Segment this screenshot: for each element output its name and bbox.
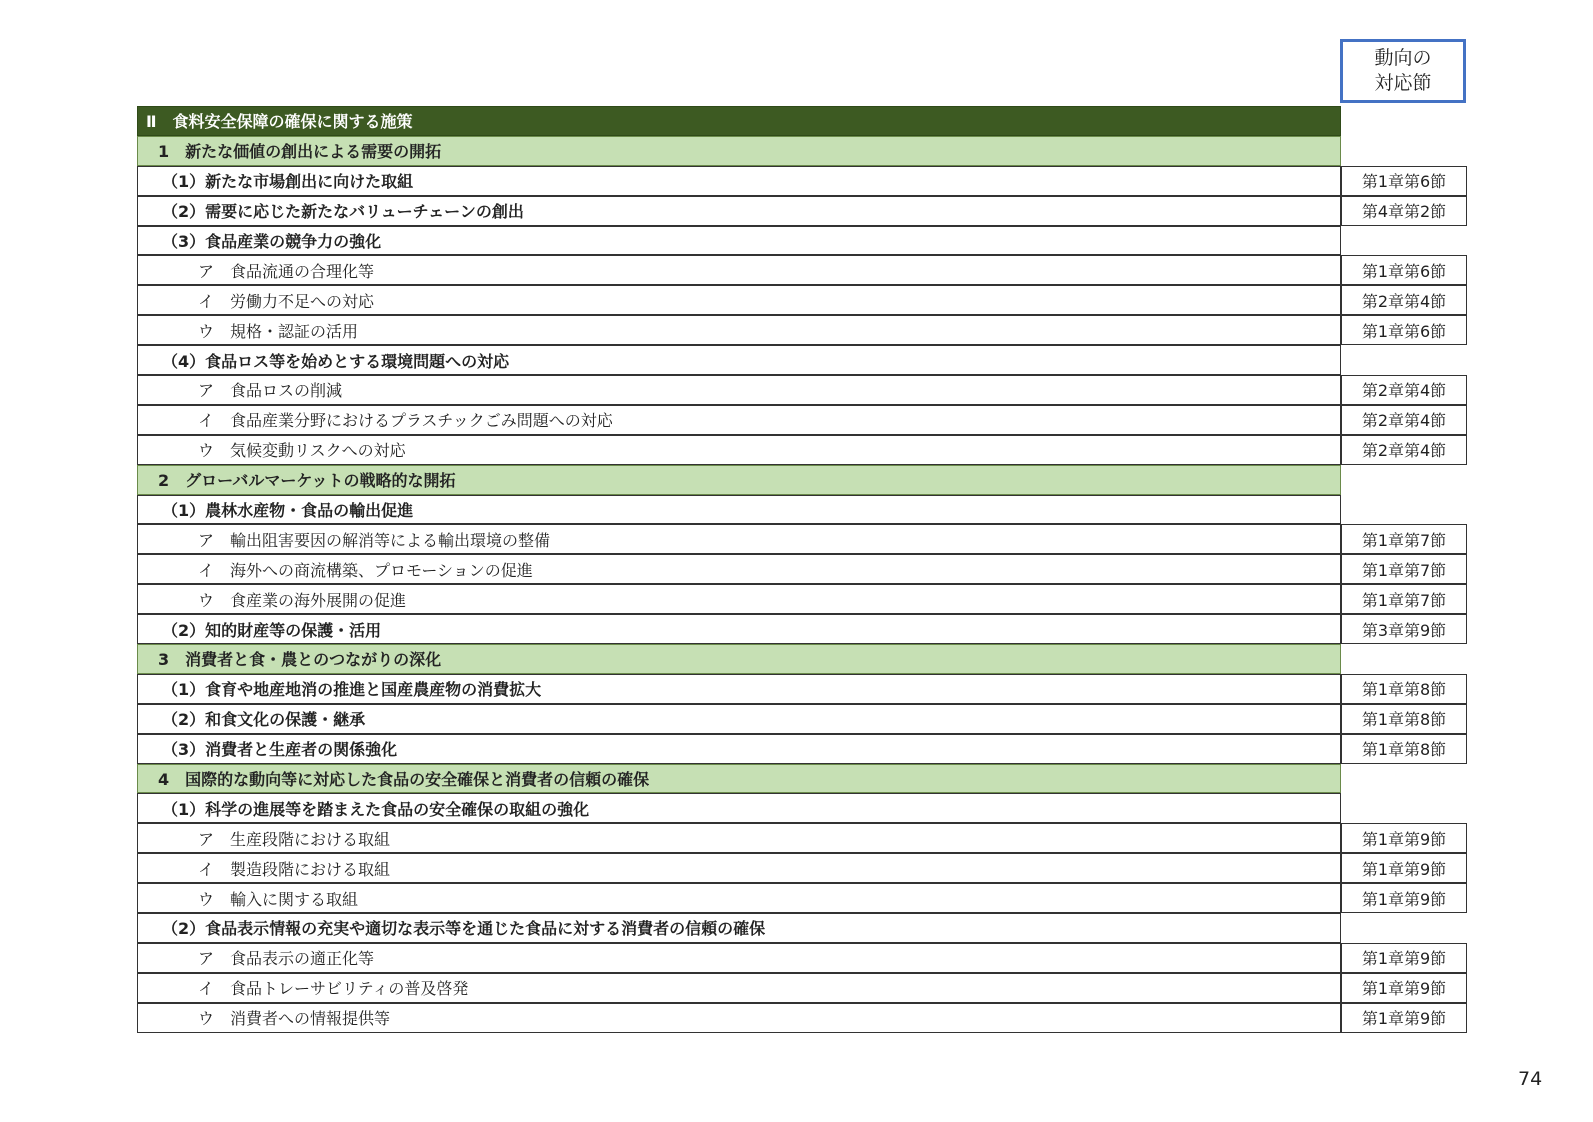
item-row bbox=[137, 973, 1467, 1003]
policy-item-text: ウ 規格・認証の活用 bbox=[137, 315, 1341, 345]
chapter-section-reference: 第4章第2節 bbox=[1341, 196, 1467, 226]
chapter-section-reference: 第3章第9節 bbox=[1341, 614, 1467, 644]
chapter-section-reference: 第2章第4節 bbox=[1341, 285, 1467, 315]
chapter-section-reference bbox=[1341, 136, 1467, 166]
policy-item-text: （1）農林水産物・食品の輸出促進 bbox=[137, 495, 1341, 525]
section-heading-row bbox=[137, 106, 1467, 136]
chapter-section-reference: 第1章第8節 bbox=[1341, 734, 1467, 764]
policy-item-text: （2）需要に応じた新たなバリューチェーンの創出 bbox=[137, 196, 1341, 226]
policy-item-text: 1 新たな価値の創出による需要の開拓 bbox=[137, 136, 1341, 166]
chapter-section-reference: 第1章第8節 bbox=[1341, 704, 1467, 734]
chapter-section-reference: 第1章第6節 bbox=[1341, 315, 1467, 345]
chapter-section-reference bbox=[1341, 793, 1467, 823]
item-row bbox=[137, 853, 1467, 883]
item-row bbox=[137, 554, 1467, 584]
subcategory-row bbox=[137, 704, 1467, 734]
policy-item-text: 3 消費者と食・農とのつながりの深化 bbox=[137, 644, 1341, 674]
chapter-section-reference bbox=[1341, 495, 1467, 525]
item-row bbox=[137, 823, 1467, 853]
chapter-section-reference: 第1章第9節 bbox=[1341, 1003, 1467, 1033]
item-row bbox=[137, 1003, 1467, 1033]
subcategory-row bbox=[137, 495, 1467, 525]
chapter-section-reference: 第1章第7節 bbox=[1341, 524, 1467, 554]
subcategory-row bbox=[137, 345, 1467, 375]
chapter-section-reference: 第1章第7節 bbox=[1341, 554, 1467, 584]
item-row bbox=[137, 255, 1467, 285]
chapter-section-reference bbox=[1341, 913, 1467, 943]
policy-item-text: ア 食品流通の合理化等 bbox=[137, 255, 1341, 285]
policy-table bbox=[137, 106, 1467, 1033]
policy-item-text: （1）食育や地産地消の推進と国産農産物の消費拡大 bbox=[137, 674, 1341, 704]
header-box-line1: 動向の bbox=[1374, 47, 1432, 69]
policy-item-text: ア 食品ロスの削減 bbox=[137, 375, 1341, 405]
policy-item-text: （2）知的財産等の保護・活用 bbox=[137, 614, 1341, 644]
policy-item-text: （4）食品ロス等を始めとする環境問題への対応 bbox=[137, 345, 1341, 375]
policy-item-text: イ 食品産業分野におけるプラスチックごみ問題への対応 bbox=[137, 405, 1341, 435]
chapter-section-reference: 第2章第4節 bbox=[1341, 435, 1467, 465]
item-row bbox=[137, 584, 1467, 614]
section-reference-header-box bbox=[1340, 39, 1466, 103]
category-row bbox=[137, 644, 1467, 674]
chapter-section-reference: 第1章第6節 bbox=[1341, 166, 1467, 196]
subcategory-row bbox=[137, 674, 1467, 704]
chapter-section-reference bbox=[1341, 226, 1467, 256]
category-row bbox=[137, 764, 1467, 794]
category-row bbox=[137, 465, 1467, 495]
policy-item-text: イ 食品トレーサビリティの普及啓発 bbox=[137, 973, 1341, 1003]
subcategory-row bbox=[137, 913, 1467, 943]
policy-item-text: イ 労働力不足への対応 bbox=[137, 285, 1341, 315]
item-row bbox=[137, 285, 1467, 315]
policy-item-text: （2）食品表示情報の充実や適切な表示等を通じた食品に対する消費者の信頼の確保 bbox=[137, 913, 1341, 943]
policy-item-text: ウ 食産業の海外展開の促進 bbox=[137, 584, 1341, 614]
item-row bbox=[137, 883, 1467, 913]
subcategory-row bbox=[137, 166, 1467, 196]
policy-item-text: ウ 輸入に関する取組 bbox=[137, 883, 1341, 913]
category-row bbox=[137, 136, 1467, 166]
policy-item-text: （2）和食文化の保護・継承 bbox=[137, 704, 1341, 734]
chapter-section-reference: 第1章第9節 bbox=[1341, 973, 1467, 1003]
item-row bbox=[137, 943, 1467, 973]
policy-item-text: （3）食品産業の競争力の強化 bbox=[137, 226, 1341, 256]
item-row bbox=[137, 375, 1467, 405]
chapter-section-reference: 第1章第9節 bbox=[1341, 853, 1467, 883]
subcategory-row bbox=[137, 793, 1467, 823]
chapter-section-reference bbox=[1341, 106, 1467, 136]
chapter-section-reference: 第2章第4節 bbox=[1341, 375, 1467, 405]
policy-item-text: （3）消費者と生産者の関係強化 bbox=[137, 734, 1341, 764]
policy-item-text: （1）科学の進展等を踏まえた食品の安全確保の取組の強化 bbox=[137, 793, 1341, 823]
policy-item-text: ア 食品表示の適正化等 bbox=[137, 943, 1341, 973]
chapter-section-reference: 第1章第8節 bbox=[1341, 674, 1467, 704]
subcategory-row bbox=[137, 734, 1467, 764]
subcategory-row bbox=[137, 226, 1467, 256]
chapter-section-reference bbox=[1341, 764, 1467, 794]
item-row bbox=[137, 315, 1467, 345]
policy-item-text: 4 国際的な動向等に対応した食品の安全確保と消費者の信頼の確保 bbox=[137, 764, 1341, 794]
policy-item-text: ア 生産段階における取組 bbox=[137, 823, 1341, 853]
chapter-section-reference: 第1章第7節 bbox=[1341, 584, 1467, 614]
policy-item-text: Ⅱ 食料安全保障の確保に関する施策 bbox=[137, 106, 1341, 136]
subcategory-row bbox=[137, 614, 1467, 644]
chapter-section-reference bbox=[1341, 644, 1467, 674]
policy-item-text: イ 製造段階における取組 bbox=[137, 853, 1341, 883]
page-number: 74 bbox=[1518, 1068, 1543, 1090]
policy-item-text: ア 輸出阻害要因の解消等による輸出環境の整備 bbox=[137, 524, 1341, 554]
chapter-section-reference bbox=[1341, 465, 1467, 495]
chapter-section-reference: 第1章第6節 bbox=[1341, 255, 1467, 285]
policy-item-text: ウ 気候変動リスクへの対応 bbox=[137, 435, 1341, 465]
chapter-section-reference: 第1章第9節 bbox=[1341, 823, 1467, 853]
chapter-section-reference: 第1章第9節 bbox=[1341, 943, 1467, 973]
subcategory-row bbox=[137, 196, 1467, 226]
chapter-section-reference bbox=[1341, 345, 1467, 375]
header-box-line2: 対応節 bbox=[1374, 72, 1432, 94]
chapter-section-reference: 第1章第9節 bbox=[1341, 883, 1467, 913]
chapter-section-reference: 第2章第4節 bbox=[1341, 405, 1467, 435]
policy-item-text: イ 海外への商流構築、プロモーションの促進 bbox=[137, 554, 1341, 584]
policy-item-text: ウ 消費者への情報提供等 bbox=[137, 1003, 1341, 1033]
policy-item-text: 2 グローバルマーケットの戦略的な開拓 bbox=[137, 465, 1341, 495]
item-row bbox=[137, 405, 1467, 435]
item-row bbox=[137, 435, 1467, 465]
item-row bbox=[137, 524, 1467, 554]
policy-item-text: （1）新たな市場創出に向けた取組 bbox=[137, 166, 1341, 196]
